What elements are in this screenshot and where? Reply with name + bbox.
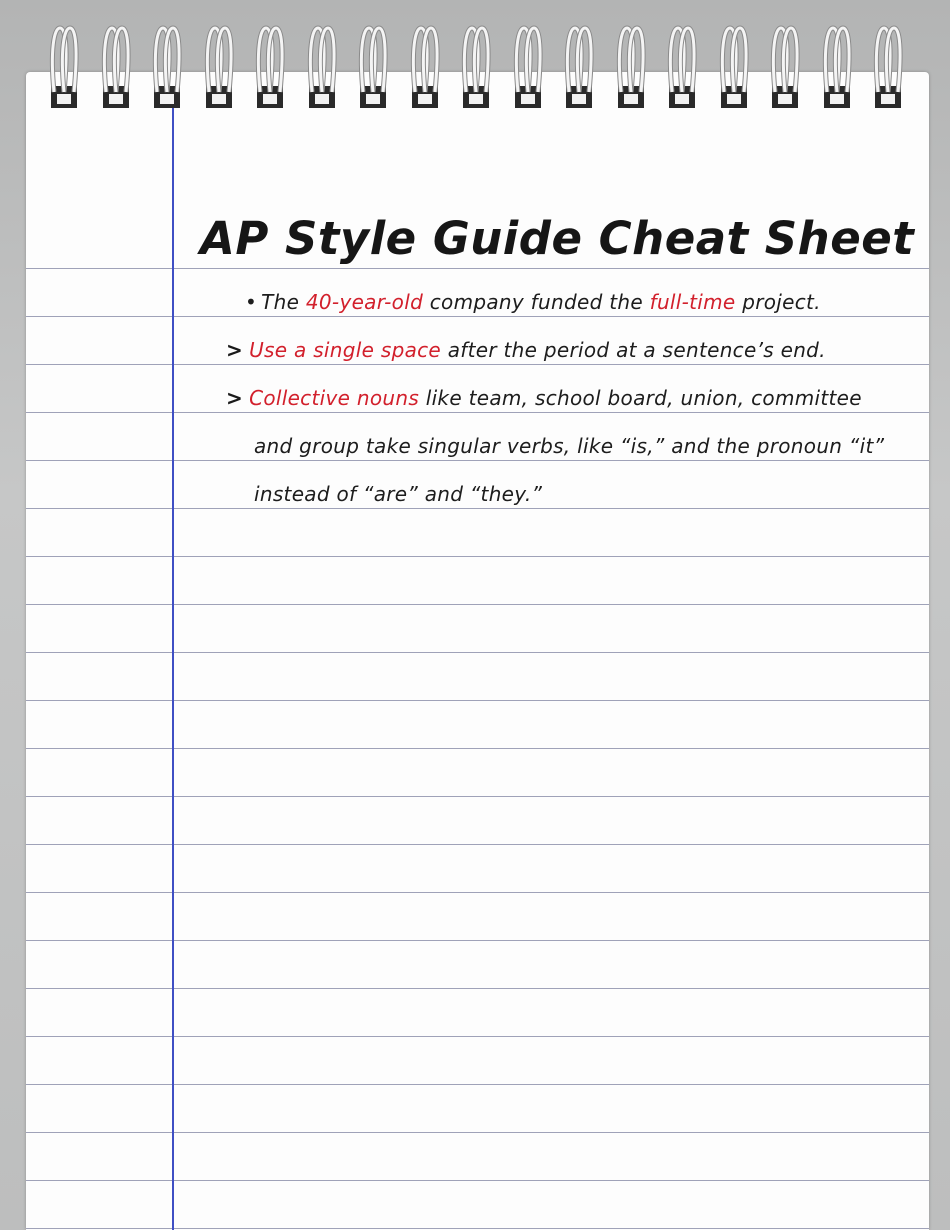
spiral-ring-icon [615,20,647,110]
rule-line [26,748,929,749]
spiral-ring-icon [821,20,853,110]
spiral-ring-icon [100,20,132,110]
highlight-text: Collective nouns [249,386,420,410]
spiral-ring-icon [203,20,235,110]
spiral-ring-icon [769,20,801,110]
arrow-marker-icon: > [226,386,244,410]
spiral-ring-icon [409,20,441,110]
rule-line [26,652,929,653]
rule-line [26,364,929,365]
rule-line [26,844,929,845]
spiral-ring-icon [151,20,183,110]
rule-line [26,988,929,989]
spiral-ring-icon [563,20,595,110]
highlight-text: Use a single space [249,338,442,362]
rule-line [26,556,929,557]
spiral-ring-icon [254,20,286,110]
spiral-ring-icon [872,20,904,110]
rule-line [26,796,929,797]
page-title: AP Style Guide Cheat Sheet [200,212,915,265]
rule-line [26,1132,929,1133]
item-text: after the period at a sentence’s end. [441,338,826,362]
rule-line [26,1036,929,1037]
rule-line [26,268,929,269]
margin-line [172,100,174,1230]
rule-line [26,1180,929,1181]
rule-line [26,460,929,461]
continuation-line: and group take singular verbs, like “is,” and the pronoun “it” [254,434,885,458]
rule-line [26,1228,929,1229]
item-text: The [261,290,306,314]
spiral-ring-icon [306,20,338,110]
spiral-ring-icon [718,20,750,110]
spiral-ring-icon [48,20,80,110]
arrow-marker-icon: > [226,338,244,362]
spiral-ring-icon [460,20,492,110]
bullet-icon: • [245,290,258,314]
item-text: project. [735,290,821,314]
spiral-ring-icon [512,20,544,110]
highlight-text: full-time [649,290,736,314]
rule-line [26,1084,929,1085]
list-item-spacing [226,338,826,362]
highlight-text: 40-year-old [305,290,424,314]
continuation-line: instead of “are” and “they.” [254,482,543,506]
item-text: like team, school board, union, committee [419,386,862,410]
spiral-ring-icon [666,20,698,110]
rule-line [26,604,929,605]
spiral-ring-icon [357,20,389,110]
rule-line [26,892,929,893]
rule-line [26,700,929,701]
item-text: company funded the [423,290,650,314]
spiral-binding [26,20,929,110]
rule-line [26,940,929,941]
rule-line [26,508,929,509]
rule-line [26,412,929,413]
rule-line [26,316,929,317]
list-item-collective-nouns [226,386,862,410]
list-item-hyphenation [245,290,821,314]
